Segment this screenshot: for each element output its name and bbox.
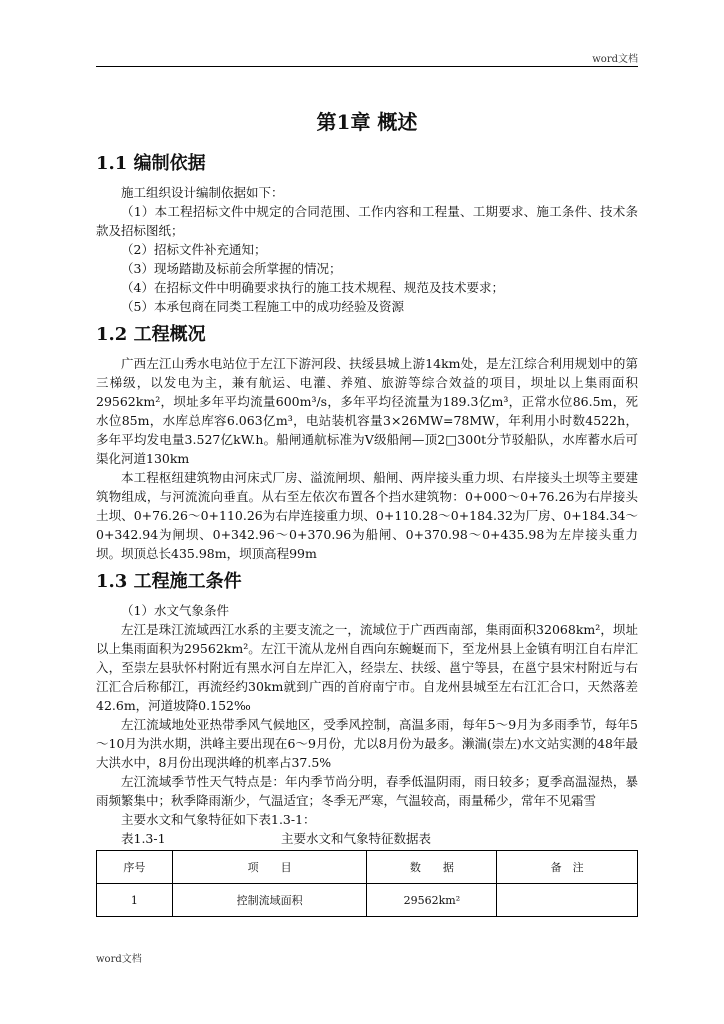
document-body <box>96 100 638 917</box>
table-header-cell: 数 据 <box>367 851 497 884</box>
s1-item-3: （3）现场踏勘及标前会所掌握的情况； <box>121 261 342 276</box>
s1-item-2: （2）招标文件补充通知； <box>121 242 267 257</box>
s3-para-3: 左江流域季节性天气特点是：年内季节尚分明，春季低温阴雨，雨日较多；夏季高温湿热，暴雨频繁集中；秋季降雨渐少，气温适宜；冬季无严寒，气温较高，雨量稀少，常年不见霜雪 <box>96 774 638 808</box>
s3-para-2: 左江流域地处亚热带季风气候地区，受季风控制，高温多雨，每年5～9月为多雨季节，每年5～10月为洪水期，洪峰主要出现在6～9月份，尤以8月份为最多。濑湍(崇左)水文站实测的48年最大洪水中，8月份出现洪峰的机率占37.5% <box>96 717 638 770</box>
page-header-label: word文档 <box>592 54 638 65</box>
page-footer-label: word文档 <box>96 954 142 965</box>
table-label: 表1.3-1 <box>121 831 166 846</box>
table-cell: 29562km² <box>367 884 497 917</box>
chapter-title: 第1章 概述 <box>316 110 418 134</box>
table-title: 主要水文和气象特征数据表 <box>281 831 432 846</box>
table-header-cell: 序号 <box>97 851 173 884</box>
s2-para-1: 广西左江山秀水电站位于左江下游河段、扶绥县城上游14km处，是左江综合利用规划中的第三梯级，以发电为主，兼有航运、电灌、养殖、旅游等综合效益的项目，坝址以上集雨面积29562km²，坝址多年平均流量600m³/s，多年平均径流量为189.3亿m³，正常水位86.5m，死水位85m，水库总库容6.063亿m³，电站装机容量3×26MW=78MW，年利用小时数4522h，多年平均发电量3.527亿kW.h。船闸通航标准为Ⅴ级船闸—顶2□300t分节驳船队，水库蓄水后可渠化河道130km <box>96 356 638 466</box>
s1-intro: 施工组织设计编制依据如下： <box>121 185 284 200</box>
hydrology-table <box>96 850 638 917</box>
s2-para-2: 本工程枢纽建筑物由河床式厂房、溢流闸坝、船闸、两岸接头重力坝、右岸接头土坝等主要建筑物组成，与河流流向垂直。从右至左依次布置各个挡水建筑物：0+000～0+76.26为右岸接头土坝、0+76.26～0+110.26为右岸连接重力坝、0+110.28～0+184.32为厂房、0+184.34～0+342.94为闸坝、0+342.96～0+370.96为船闸、0+370.98～0+435.98为左岸接头重力坝。坝顶总长435.98m，坝顶高程99m <box>96 470 638 561</box>
s1-item-1: （1）本工程招标文件中规定的合同范围、工作内容和工程量、工期要求、施工条件、技术条款及招标图纸； <box>96 204 638 238</box>
header-divider <box>96 66 638 67</box>
s1-item-5: （5）本承包商在同类工程施工中的成功经验及资源 <box>121 299 404 314</box>
section-heading-1-1: 1.1 编制依据 <box>96 153 206 174</box>
table-cell: 1 <box>97 884 173 917</box>
section-heading-1-3: 1.3 工程施工条件 <box>96 571 242 592</box>
table-header-row <box>97 851 638 884</box>
table-caption <box>96 829 638 848</box>
s1-item-4: （4）在招标文件中明确要求执行的施工技术规程、规范及技术要求； <box>121 280 504 295</box>
s3-para-1: 左江是珠江流域西江水系的主要支流之一，流域位于广西西南部，集雨面积32068km²，坝址以上集雨面积为29562km²。左江干流从龙州自西向东蜿蜒而下，至龙州县上金镇有明江自右岸汇入，至崇左县驮怀村附近有黑水河自左岸汇入，经崇左、扶绥、邕宁等县，在邕宁县宋村附近与右江汇合后称郁江，再流经约30km就到广西的首府南宁市。自龙州县城至左右江汇合口，天然落差42.6m，河道坡降0.152‰ <box>96 622 638 713</box>
s3-para-4: 主要水文和气象特征如下表1.3-1： <box>121 812 316 827</box>
table-cell: 控制流域面积 <box>172 884 367 917</box>
s3-subheading-hydrology: （1）水文气象条件 <box>121 603 229 618</box>
table-header-cell: 备 注 <box>497 851 638 884</box>
table-cell <box>497 884 638 917</box>
section-heading-1-2: 1.2 工程概况 <box>96 324 206 345</box>
table-header-cell: 项 目 <box>172 851 367 884</box>
table-row <box>97 884 638 917</box>
